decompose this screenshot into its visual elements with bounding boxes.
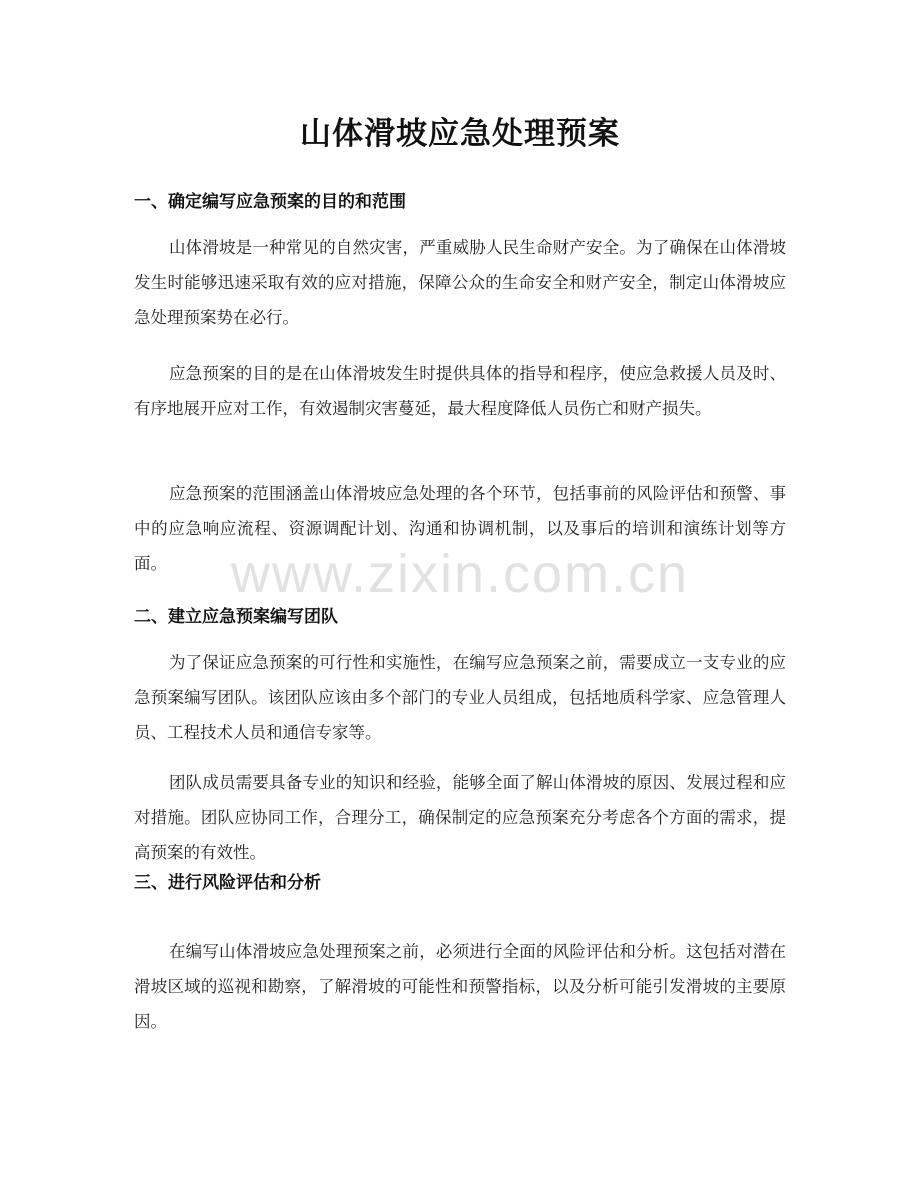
- section-1-paragraph-1: 山体滑坡是一种常见的自然灾害，严重威胁人民生命财产安全。为了确保在山体滑坡发生时能够迅速采取有效的应对措施，保障公众的生命安全和财产安全，制定山体滑坡应急处理预案势在必行。: [134, 238, 786, 327]
- section-1-heading: 一、确定编写应急预案的目的和范围: [134, 192, 406, 212]
- section-3-paragraph-1: 在编写山体滑坡应急处理预案之前，必须进行全面的风险评估和分析。这包括对潜在滑坡区域的巡视和勘察，了解滑坡的可能性和预警指标，以及分析可能引发滑坡的主要原因。: [134, 942, 786, 1031]
- document-title: 山体滑坡应急处理预案: [300, 116, 620, 152]
- watermark: www.zixin.com.cn: [230, 544, 690, 604]
- section-3-heading: 三、进行风险评估和分析: [134, 873, 321, 893]
- section-1-paragraph-3: 应急预案的范围涵盖山体滑坡应急处理的各个环节，包括事前的风险评估和预警、事中的应急响应流程、资源调配计划、沟通和协调机制，以及事后的培训和演练计划等方面。: [134, 484, 786, 573]
- section-2-paragraph-2: 团队成员需要具备专业的知识和经验，能够全面了解山体滑坡的原因、发展过程和应对措施。团队应协同工作，合理分工，确保制定的应急预案充分考虑各个方面的需求，提高预案的有效性。: [134, 773, 786, 862]
- section-1-paragraph-2: 应急预案的目的是在山体滑坡发生时提供具体的指导和程序，使应急救援人员及时、有序地展开应对工作，有效遏制灾害蔓延，最大程度降低人员伤亡和财产损失。: [134, 364, 786, 418]
- section-2-heading: 二、建立应急预案编写团队: [134, 607, 338, 627]
- section-2-paragraph-1: 为了保证应急预案的可行性和实施性，在编写应急预案之前，需要成立一支专业的应急预案编写团队。该团队应该由多个部门的专业人员组成，包括地质科学家、应急管理人员、工程技术人员和通信专家等。: [134, 653, 786, 742]
